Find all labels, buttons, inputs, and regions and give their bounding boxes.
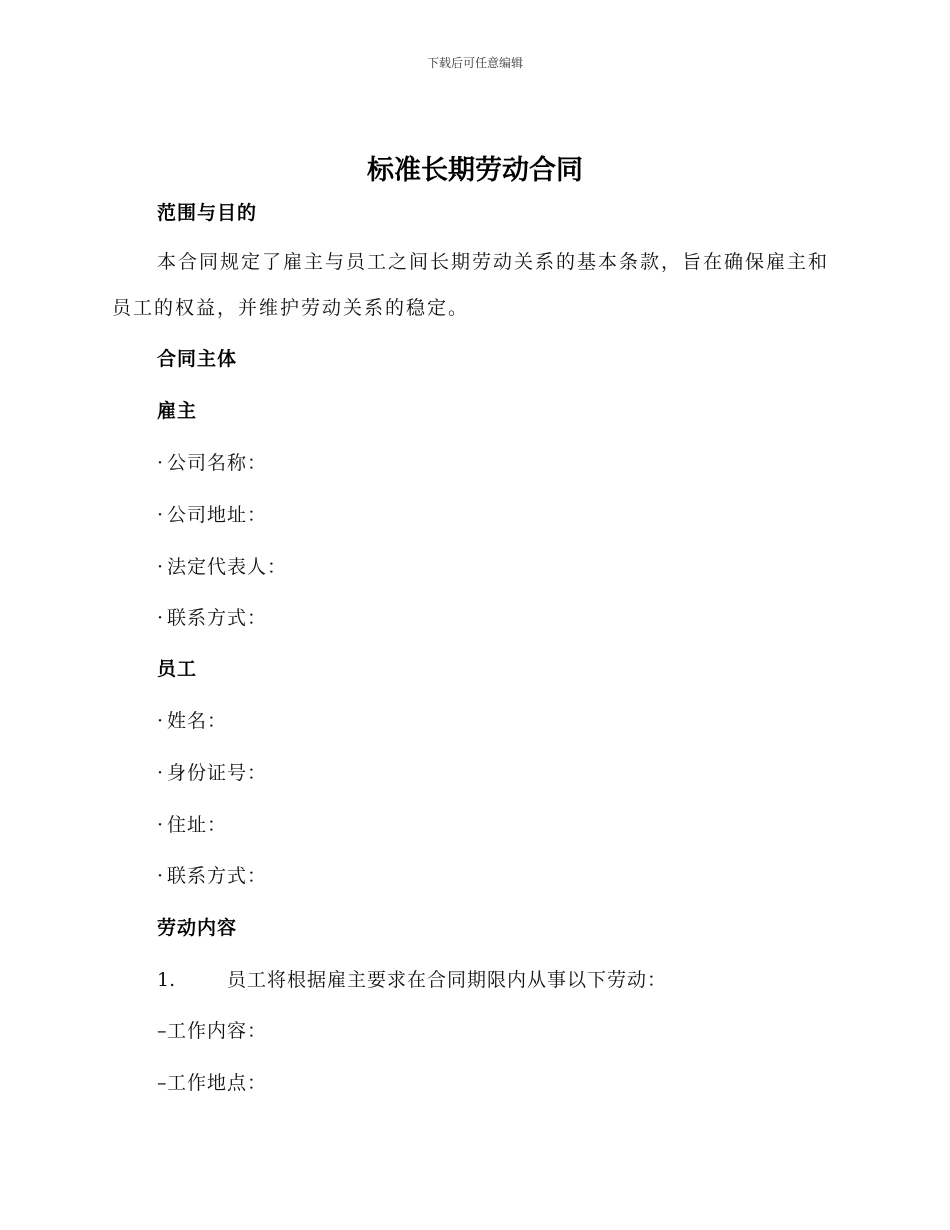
field-label: 姓名： xyxy=(167,710,228,732)
field-label: 公司名称： xyxy=(167,452,268,474)
bullet-icon: · xyxy=(157,452,165,474)
bullet-icon: · xyxy=(157,710,165,732)
field-label: 住址： xyxy=(167,814,228,836)
field-label: 工作内容： xyxy=(167,1020,268,1042)
employee-field-name xyxy=(157,706,227,733)
employer-field-company-name xyxy=(157,448,267,475)
section-heading-parties: 合同主体 xyxy=(157,348,238,370)
employer-field-contact xyxy=(157,603,267,630)
employee-field-address xyxy=(157,810,227,837)
dash-icon: – xyxy=(157,1020,168,1042)
work-numbered-item xyxy=(157,965,667,992)
work-field-content xyxy=(157,1016,267,1043)
header-note: 下载后可任意编辑 xyxy=(426,56,523,70)
employee-field-contact xyxy=(157,861,267,888)
field-label: 联系方式： xyxy=(167,607,268,629)
document-title: 标准长期劳动合同 xyxy=(367,155,583,186)
bullet-icon: · xyxy=(157,814,165,836)
field-label: 法定代表人： xyxy=(167,556,288,578)
bullet-icon: · xyxy=(157,762,165,784)
field-label: 联系方式： xyxy=(167,865,268,887)
field-label: 工作地点： xyxy=(167,1072,268,1094)
employer-field-company-address xyxy=(157,500,267,527)
field-label: 身份证号： xyxy=(167,762,268,784)
employer-field-legal-rep xyxy=(157,552,287,579)
employee-field-id-number xyxy=(157,758,267,785)
bullet-icon: · xyxy=(157,607,165,629)
bullet-icon: · xyxy=(157,504,165,526)
work-field-location xyxy=(157,1068,267,1095)
subheading-employee: 员工 xyxy=(157,658,198,680)
section-heading-work-content: 劳动内容 xyxy=(157,917,238,939)
section-heading-scope: 范围与目的 xyxy=(157,202,258,224)
bullet-icon: · xyxy=(157,865,165,887)
dash-icon: – xyxy=(157,1072,168,1094)
item-number: 1. xyxy=(157,969,176,991)
field-label: 公司地址： xyxy=(167,504,268,526)
subheading-employer: 雇主 xyxy=(157,400,198,422)
item-text: 员工将根据雇主要求在合同期限内从事以下劳动： xyxy=(227,969,668,991)
bullet-icon: · xyxy=(157,556,165,578)
scope-paragraph: 本合同规定了雇主与员工之间长期劳动关系的基本条款，旨在确保雇主和员工的权益，并维护劳动关系的稳定。 xyxy=(112,251,830,319)
